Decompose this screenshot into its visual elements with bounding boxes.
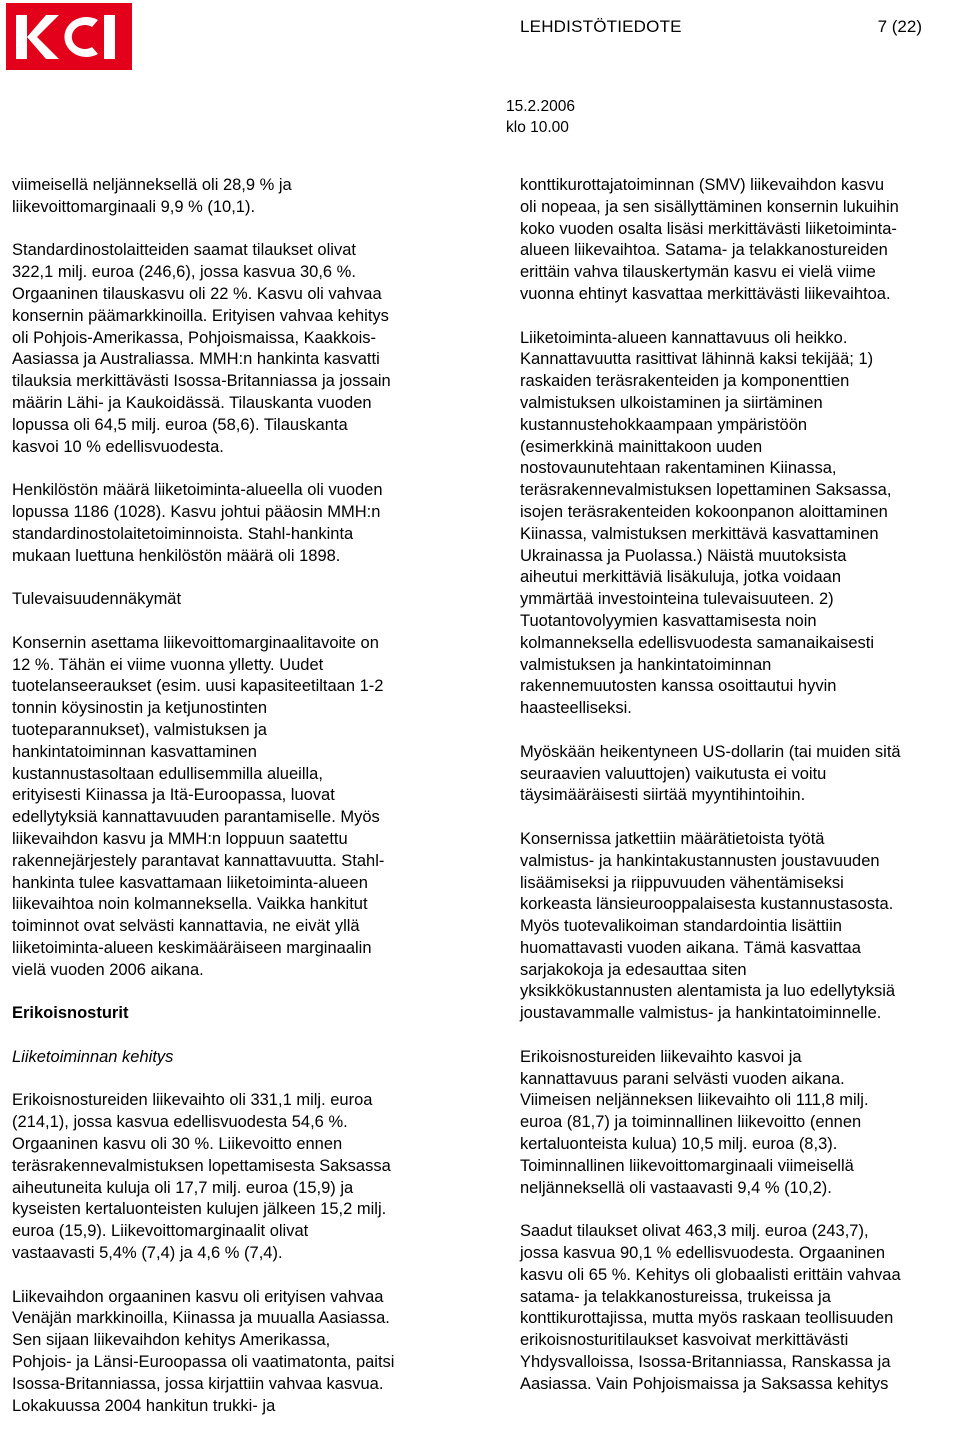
paragraph: Erikoisnostureiden liikevaihto oli 331,1 milj. euroa (214,1), jossa kasvua edellisvuodesta 54,6 %. Orgaaninen kasvu oli 30 %. Liikevoitto ennen teräsrakennevalmistuksen lopettamisesta Saksassa aiheutuneita kuluja oli 17,7 milj. euroa (15,9) ja kyseisten kertaluonteisten kulujen jälkeen 15,2 milj. euroa (15,9). Liikevoittomarginaalit olivat vastaavasti 5,4% (7,4) ja 4,6 % (7,4). xyxy=(12,1091,391,1263)
heading-outlook: Tulevaisuudennäkymät xyxy=(12,590,182,609)
paragraph: Liiketoiminta-alueen kannattavuus oli heikko. Kannattavuutta rasittivat lähinnä kaksi tekijää; 1) raskaiden teräsrakenteiden ja komponenttien valmistuksen ulkoistaminen ja siirtäminen kustannustehokkaampaan ympäristöön (esimerkkinä mainittakoon uuden nostovaunutehtaan rakentaminen Kiinassa, teräsrakennevalmistuksen lopettaminen Saksassa, isojen teräsrakenteiden kokoonpanon aloittaminen Kiinassa, valmistuksen merkittävä kasvattaminen Ukrainassa ja Puolassa.) Näistä muutoksista aiheutui merkittäviä lisäkuluja, jotka voidaan ymmärtää investointeina tulevaisuuteen. 2) Tuotantovolyymien kasvattamisesta noin kolmanneksella edellisvuodesta samanaikaisesti valmistuksen ja hankintatoiminnan rakennemuutosten kanssa osoittautui hyvin haasteelliseksi. xyxy=(520,328,892,718)
paragraph: viimeisellä neljänneksellä oli 28,9 % ja liikevoittomarginaali 9,9 % (10,1). xyxy=(12,176,292,216)
kci-logo xyxy=(6,3,132,70)
release-time: klo 10.00 xyxy=(506,119,569,136)
paragraph: Konsernissa jatkettiin määrätietoista työtä valmistus- ja hankintakustannusten joustavuuden lisäämiseksi ja riippuvuuden vähentämiseksi korkeasta länsieurooppalaisesta kustannustasosta. Myös tuotevalikoiman standardointia lisättiin huomattavasti vuoden aikana. Tämä kasvattaa sarjakokoja ja edesauttaa siten yksikkökustannusten alentamista ja luo edellytyksiä joustavammalle valmistus- ja hankintatoiminnelle. xyxy=(520,829,896,1023)
paragraph: Myöskään heikentyneen US-dollarin (tai muiden sitä seuraavien valuuttojen) vaikutusta ei voitu täysimääräisesti siirtää myyntihintoihin. xyxy=(520,742,901,805)
right-column xyxy=(520,175,952,1417)
release-date-time xyxy=(506,96,575,138)
paragraph: Liikevaihdon orgaaninen kasvu oli erityisen vahvaa Venäjän markkinoilla, Kiinassa ja muualla Aasiassa. Sen sijaan liikevaihdon kehitys Amerikassa, Pohjois- ja Länsi-Euroopassa oli vaatimatonta, paitsi Isossa-Britanniassa, jossa kirjattiin vahvaa kasvua. Lokakuussa 2004 hankitun trukki- ja xyxy=(12,1287,395,1415)
document-type: LEHDISTÖTIEDOTE xyxy=(520,17,682,36)
release-date: 15.2.2006 xyxy=(506,98,575,115)
paragraph: konttikurottajatoiminnan (SMV) liikevaihdon kasvu oli nopeaa, ja sen sisällyttäminen konsernin lukuihin koko vuoden osalta lisäsi merkittävästi liiketoiminta- alueen liikevaihtoa. Satama- ja telakkanostureiden erittäin vahva tilauskertymän kasvu ei vielä viime vuonna ehtinyt kasvattaa merkittävästi liikevaihtoa. xyxy=(520,176,899,303)
paragraph: Saadut tilaukset olivat 463,3 milj. euroa (243,7), jossa kasvua 90,1 % edellisvuodesta. Orgaaninen kasvu oli 65 %. Kehitys oli globaalisti erittäin vahvaa satama- ja telakkanostureissa, trukeissa ja konttikurottajissa, mutta myös raskaan teollisuuden erikoisnosturitilaukset kasvoivat merkittävästi Yhdysvalloissa, Isossa-Britanniassa, Ranskassa ja Aasiassa. Vain Pohjoismaissa ja Saksassa kehitys xyxy=(520,1222,901,1393)
paragraph: Konsernin asettama liikevoittomarginaalitavoite on 12 %. Tähän ei viime vuonna ylletty. Uudet tuotelanseeraukset (esim. uusi kapasiteetiltaan 1-2 tonnin köysinostin ja ketjunostinten tuoteparannukset), valmistuksen ja hankintatoiminnan kasvattaminen kustannustasoltaan edullisemmilla alueilla, erityisesti Kiinassa ja Itä-Euroopassa, luovat edellytyksiä kannattavuuden parantamiselle. Myös liikevaihdon kasvu ja MMH:n loppuun saatettu rakennejärjestely parantavat kannattavuutta. Stahl- hankinta tulee kasvattamaan liiketoiminta-alueen liikevaihtoa noin kolmanneksella. Vaikka hankitut toiminnot ovat selvästi kannattavia, ne eivät yllä liiketoiminta-alueen keskimääräiseen marginaalin vielä vuoden 2006 aikana. xyxy=(12,633,385,979)
paragraph: Erikoisnostureiden liikevaihto kasvoi ja kannattavuus parani selvästi vuoden aikana. Viimeisen neljänneksen liikevaihto oli 111,8 milj. euroa (81,7) ja toiminnallinen liikevoitto (ennen kertaluonteista kulua) 10,5 milj. euroa (8,3). Toiminnallinen liikevoittomarginaali viimeisellä neljänneksellä oli vastaavasti 9,4 % (10,2). xyxy=(520,1047,869,1197)
paragraph: Standardinostolaitteiden saamat tilaukset olivat 322,1 milj. euroa (246,6), jossa kasvua 30,6 %. Orgaaninen tilauskasvu oli 22 %. Kasvu oli vahvaa konsernin päämarkkinoilla. Erityisen vahvaa kehitys oli Pohjois-Amerikassa, Pohjoismaissa, Kaakkois- Aasiassa ja Australiassa. MMH:n hankinta kasvatti tilauksia merkittävästi Isossa-Britanniassa ja jossain määrin Lähi- ja Kaukoidässä. Tilauskanta vuoden lopussa oli 64,5 milj. euroa (58,6). Tilauskanta kasvoi 10 % edellisvuodesta. xyxy=(12,241,391,456)
section-heading: Erikoisnosturit xyxy=(12,1004,129,1023)
left-column xyxy=(12,175,452,1439)
paragraph: Henkilöstön määrä liiketoiminta-alueella oli vuoden lopussa 1186 (1028). Kasvu johtui pääosin MMH:n standardinostolaitetoiminnoista. Stahl-hankinta mukaan luettuna henkilöstön määrä oli 1898. xyxy=(12,481,383,565)
page-number: 7 (22) xyxy=(877,17,922,36)
subsection-heading: Liiketoiminnan kehitys xyxy=(12,1047,174,1066)
